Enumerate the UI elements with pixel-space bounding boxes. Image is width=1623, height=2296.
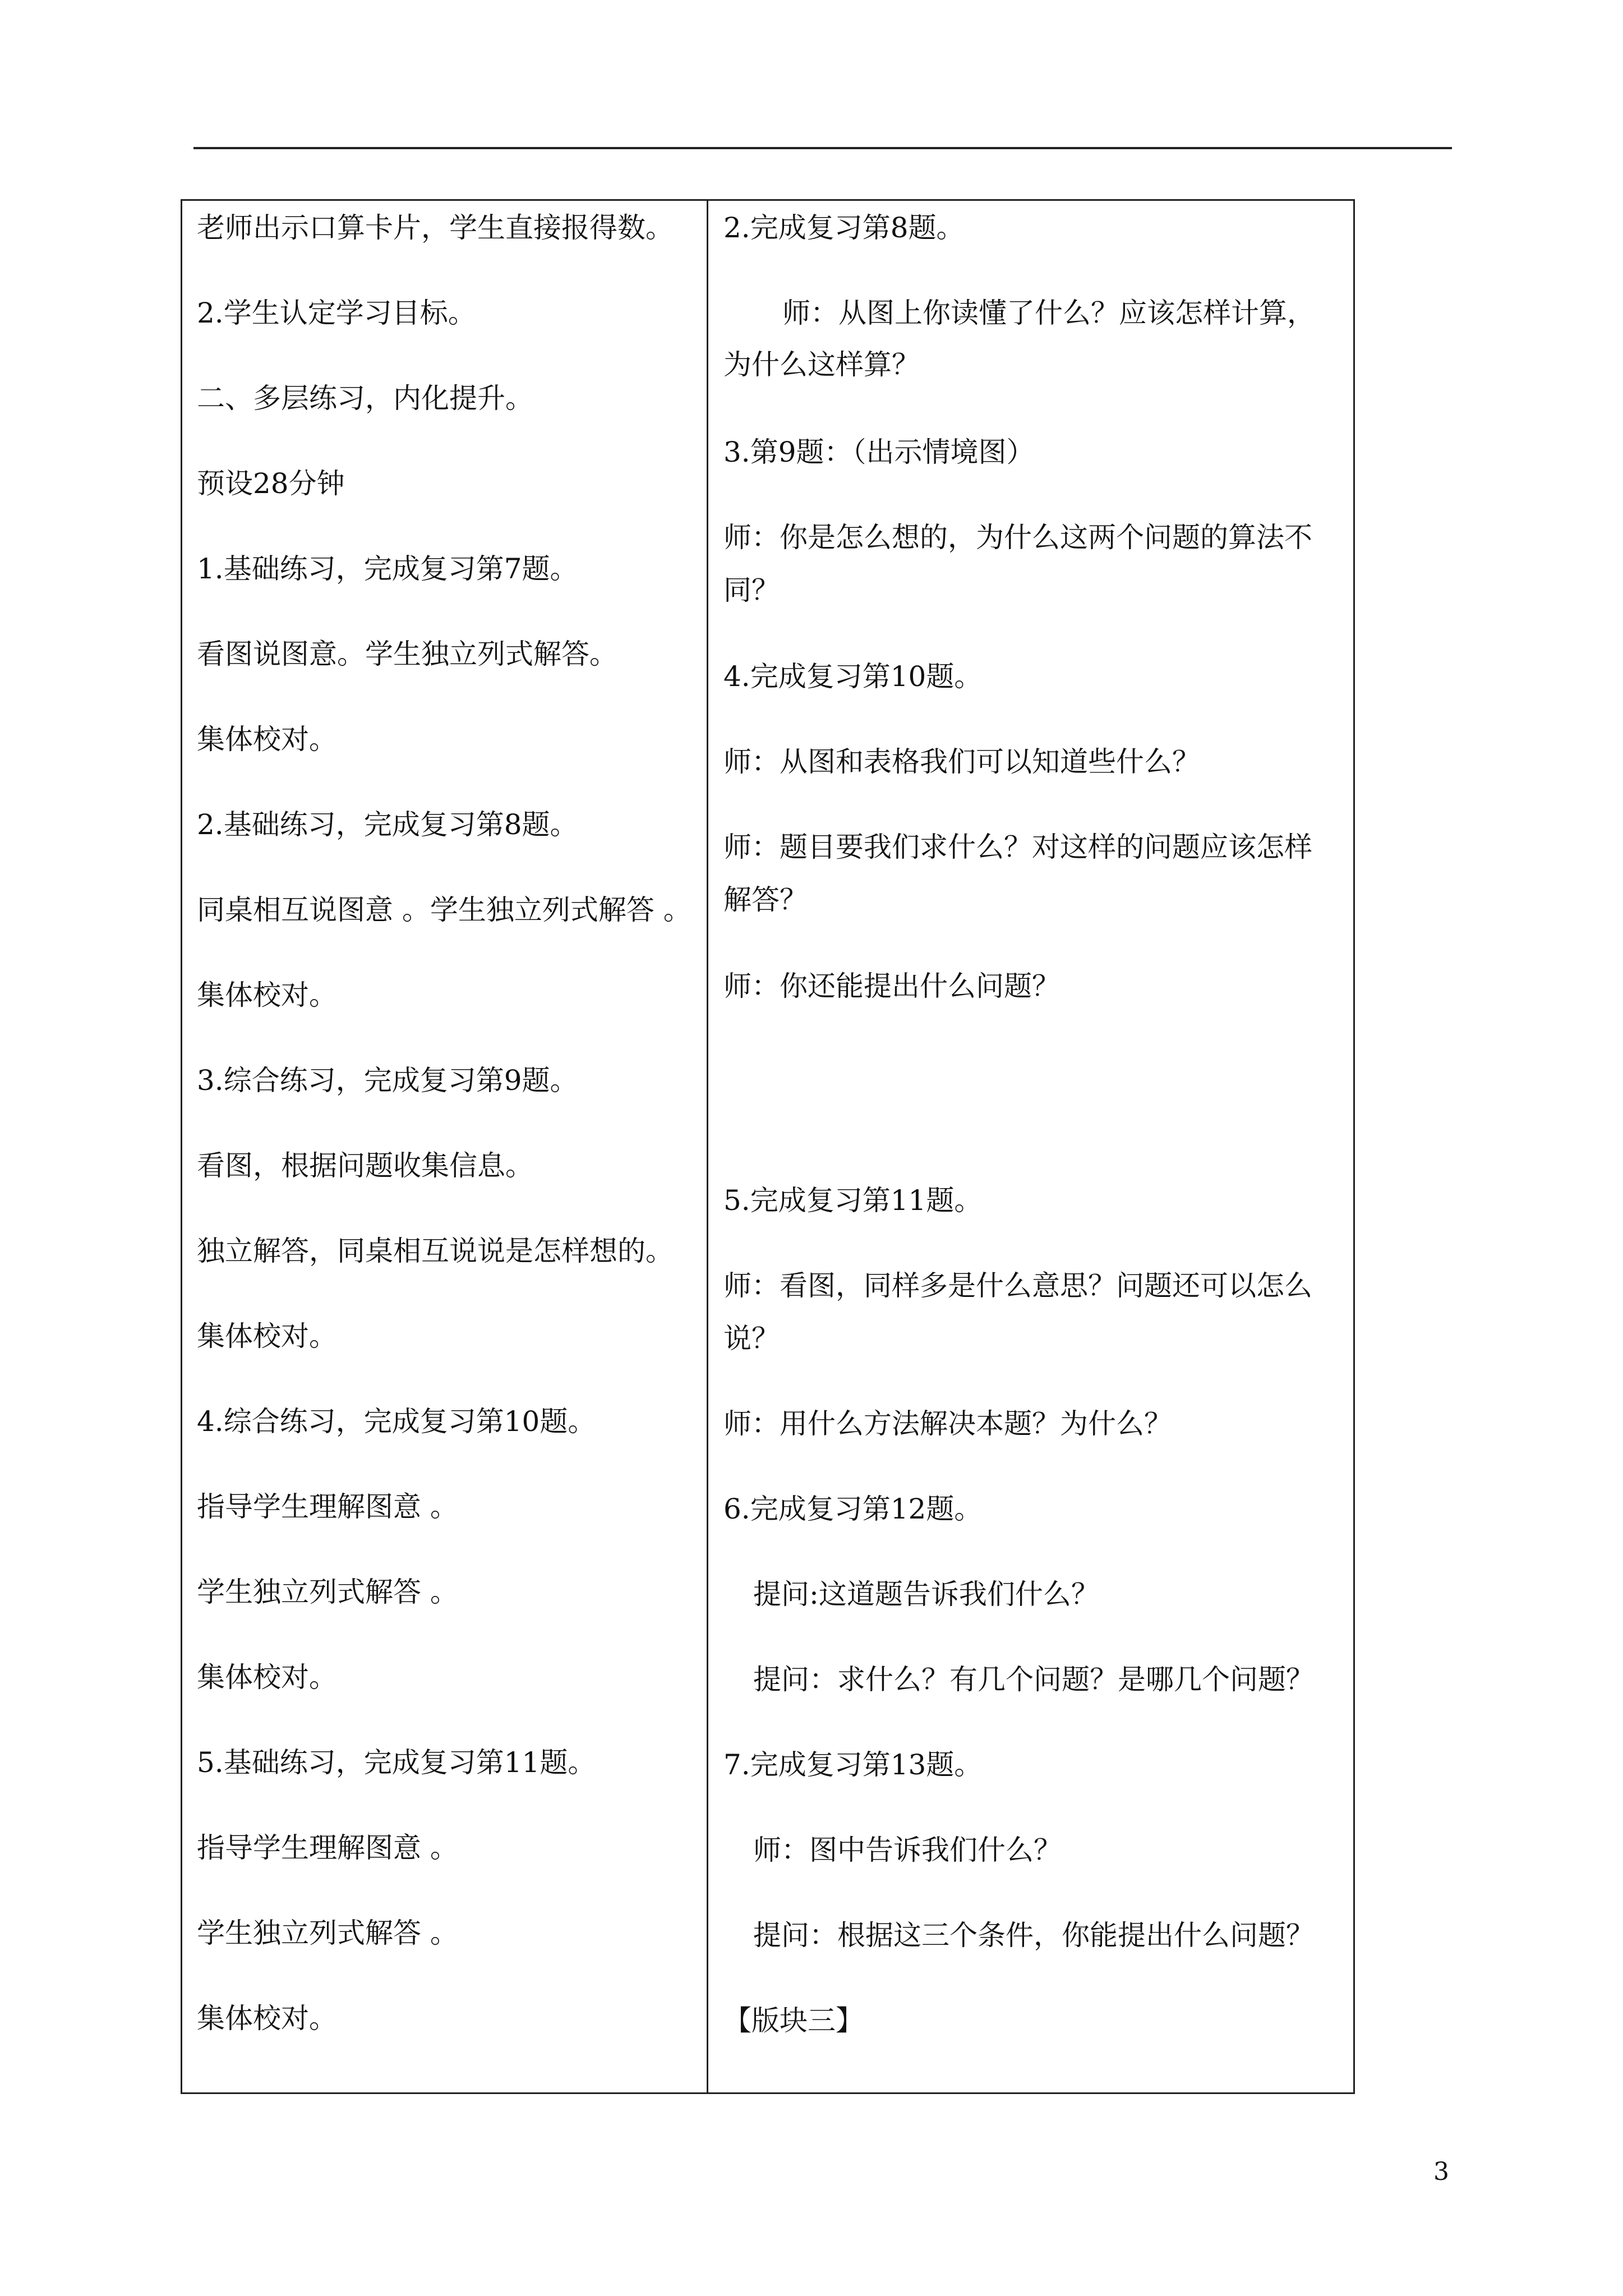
right-line: 师：图中告诉我们什么？ — [753, 1834, 1062, 1866]
right-line: 5.完成复习第11题。 — [723, 1184, 983, 1217]
left-line: 集体校对。 — [197, 1320, 337, 1352]
right-line: 说？ — [723, 1322, 780, 1355]
left-line: 指导学生理解图意 。 — [197, 1832, 458, 1864]
left-line: 学生独立列式解答 。 — [197, 1576, 458, 1608]
right-line: 师：从图上你读懂了什么？应该怎样计算， — [782, 297, 1315, 329]
right-line: 提问：根据这三个条件，你能提出什么问题？ — [753, 1919, 1314, 1952]
header-rule — [193, 147, 1452, 149]
right-line: 7.完成复习第13题。 — [723, 1749, 983, 1781]
left-line: 2.学生认定学习目标。 — [197, 297, 476, 329]
right-line: 提问：求什么？有几个问题？是哪几个问题？ — [753, 1663, 1314, 1696]
left-line: 4.综合练习，完成复习第10题。 — [197, 1405, 596, 1438]
right-line: 6.完成复习第12题。 — [723, 1493, 983, 1525]
left-line: 1.基础练习，完成复习第7题。 — [197, 553, 578, 585]
left-line: 学生独立列式解答 。 — [197, 1917, 458, 1949]
left-line: 老师出示口算卡片，学生直接报得数。 — [197, 211, 674, 244]
right-line: 为什么这样算？ — [723, 348, 920, 381]
right-line: 同？ — [723, 574, 780, 606]
page-number: 3 — [1433, 2157, 1449, 2186]
right-line: 师：你是怎么想的，为什么这两个问题的算法不 — [723, 521, 1312, 554]
left-line: 5.基础练习，完成复习第11题。 — [197, 1746, 596, 1779]
right-line: 【版块三】 — [723, 2004, 864, 2037]
column-divider — [707, 201, 708, 2092]
right-line: 2.完成复习第8题。 — [723, 211, 965, 244]
left-line: 集体校对。 — [197, 979, 337, 1011]
right-line: 4.完成复习第10题。 — [723, 660, 983, 693]
right-line: 师：从图和表格我们可以知道些什么？ — [723, 746, 1200, 778]
left-line: 指导学生理解图意 。 — [197, 1490, 458, 1523]
left-line: 集体校对。 — [197, 1661, 337, 1694]
right-line: 师：看图，同样多是什么意思？问题还可以怎么 — [723, 1269, 1312, 1302]
right-line: 提问:这道题告诉我们什么？ — [753, 1578, 1099, 1611]
left-line: 预设28分钟 — [197, 467, 345, 500]
left-line: 同桌相互说图意 。学生独立列式解答 。 — [197, 894, 691, 926]
right-line: 解答？ — [723, 884, 808, 916]
left-line: 3.综合练习，完成复习第9题。 — [197, 1064, 578, 1097]
left-line: 独立解答，同桌相互说说是怎样想的。 — [197, 1235, 674, 1267]
left-line: 二、多层练习，内化提升。 — [197, 382, 533, 415]
right-line: 师：你还能提出什么问题？ — [723, 970, 1060, 1002]
left-line: 看图说图意。学生独立列式解答。 — [197, 638, 617, 670]
right-line: 师：用什么方法解决本题？为什么？ — [723, 1407, 1172, 1440]
left-line: 2.基础练习，完成复习第8题。 — [197, 808, 578, 841]
lesson-plan-table — [181, 199, 1355, 2094]
right-line: 3.第9题：（出示情境图） — [723, 436, 1035, 468]
right-line: 师：题目要我们求什么？对这样的问题应该怎样 — [723, 831, 1312, 863]
left-line: 集体校对。 — [197, 2002, 337, 2035]
left-line: 看图，根据问题收集信息。 — [197, 1149, 533, 1182]
left-line: 集体校对。 — [197, 723, 337, 756]
